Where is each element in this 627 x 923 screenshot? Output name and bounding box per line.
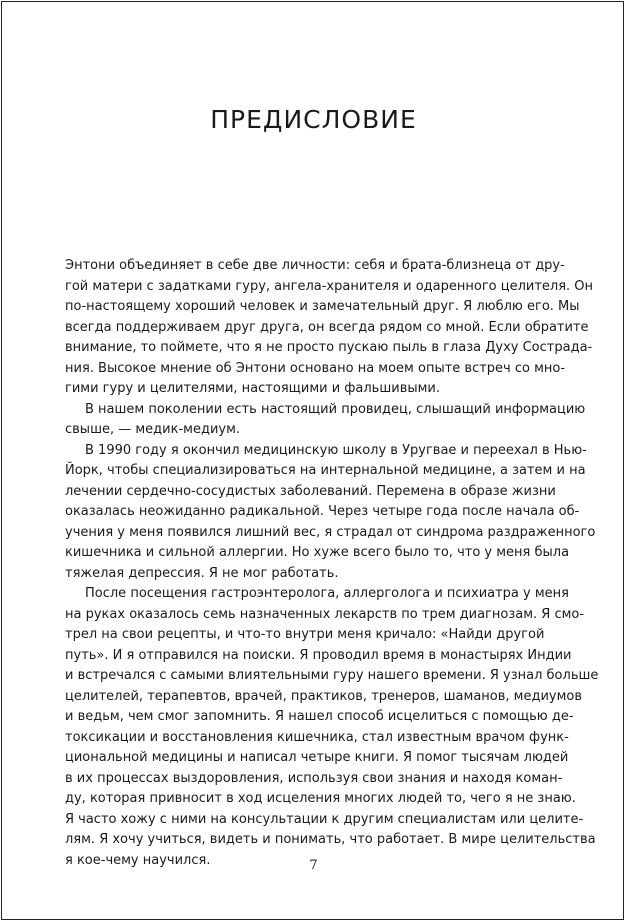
- text-line: и встречался с самыми влиятельными гуру нашего времени. Я узнал больше: [65, 668, 599, 683]
- book-page: [1, 1, 624, 920]
- text-line: После посещения гастроэнтеролога, аллерголога и психиатра у меня: [85, 586, 569, 601]
- text-line: Я часто хожу с ними на консультации к другим специалистам или целите-: [65, 811, 584, 827]
- text-line: на руках оказалось семь назначенных лекарств по трем диагнозам. Я смо-: [65, 606, 585, 622]
- text-line: циональной медицины и написал четыре книги. Я помог тысячам людей: [65, 750, 569, 765]
- text-line: я кое-чему научился.: [65, 852, 211, 868]
- page-number: 7: [309, 858, 318, 873]
- paragraph-2: [65, 400, 586, 441]
- text-line: всегда поддерживаем друг друга, он всегда рядом со мной. Если обратите: [65, 319, 589, 335]
- text-line: целителей, терапевтов, врачей, практиков, тренеров, шаманов, медиумов: [65, 688, 583, 704]
- text-line: В нашем поколении есть настоящий провидец, слышащий информацию: [85, 401, 586, 417]
- page-title: ПРЕДИСЛОВИЕ: [210, 105, 417, 134]
- text-line: кишечника и сильной аллергии. Но хуже всего было то, что у меня была: [65, 545, 570, 560]
- text-line: в их процессах выздоровления, используя свои знания и находя коман-: [65, 770, 563, 786]
- text-line: свыше, — медик-медиум.: [65, 422, 241, 437]
- text-line: Энтони объединяет в себе две личности: себя и брата-близнеца от дру-: [65, 258, 565, 273]
- text-line: учения у меня появился лишний вес, я страдал от синдрома раздраженного: [65, 524, 596, 540]
- text-line: ния. Высокое мнение об Энтони основано на моем опыте встреч со мно-: [65, 360, 566, 376]
- text-line: гой матери с задатками гуру, ангела-хранителя и одаренного целителя. Он: [65, 278, 594, 294]
- paragraph-4: [65, 584, 599, 871]
- text-line: трел на свои рецепты, и что-то внутри меня кричало: «Найди другой: [65, 627, 545, 642]
- text-line: тяжелая депрессия. Я не мог работать.: [65, 565, 339, 581]
- text-line: путь». И я отправился на поиски. Я проводил время в монастырях Индии: [65, 647, 572, 663]
- text-line: оказалась неожиданно радикальной. Через четыре года после начала об-: [65, 504, 580, 519]
- text-line: и ведьм, чем смог запомнить. Я нашел способ исцелиться с помощью де-: [65, 709, 574, 724]
- text-line: Йорк, чтобы специализироваться на интернальной медицине, а затем и на: [65, 463, 586, 478]
- text-line: гими гуру и целителями, настоящими и фальшивыми.: [65, 381, 441, 396]
- text-line: лям. Я хочу учиться, видеть и понимать, что работает. В мире целительства: [65, 832, 596, 847]
- text-line: В 1990 году я окончил медицинскую школу в Уругвае и переехал в Нью-: [85, 442, 587, 458]
- preface-body: [65, 256, 599, 871]
- text-line: ду, которая привносит в ход исцеления многих людей то, чего я не знаю.: [65, 791, 576, 806]
- paragraph-1: [65, 256, 594, 400]
- text-line: по-настоящему хороший человек и замечательный друг. Я люблю его. Мы: [65, 299, 580, 314]
- text-line: лечении сердечно-сосудистых заболеваний. Перемена в образе жизни: [65, 483, 556, 499]
- text-line: внимание, то поймете, что я не просто пускаю пыль в глаза Духу Сострада-: [65, 340, 593, 355]
- text-line: токсикации и восстановления кишечника, стал известным врачом функ-: [65, 729, 569, 745]
- paragraph-3: [65, 441, 596, 585]
